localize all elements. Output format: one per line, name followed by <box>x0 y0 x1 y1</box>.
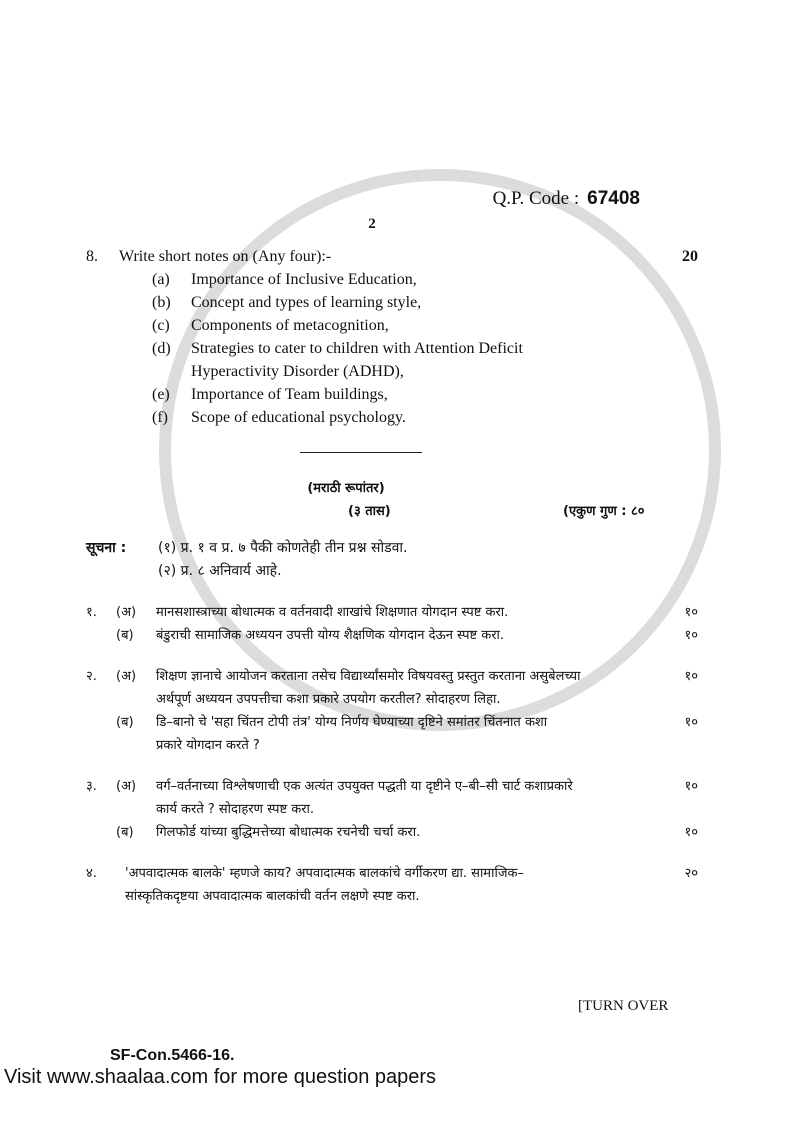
q8-header <box>86 245 698 268</box>
question-number <box>86 798 116 821</box>
question-text: गिलफोर्ड यांच्या बुद्धिमत्तेच्या बोधात्मक रचनेची चर्चा करा. <box>156 825 421 840</box>
duration: (३ तास) <box>348 504 391 519</box>
qp-code-label: Q.P. Code : <box>492 188 580 209</box>
question-line <box>86 821 698 844</box>
spacer <box>86 268 152 291</box>
question-block <box>86 862 698 908</box>
question-number <box>86 885 125 908</box>
spacer <box>86 314 152 337</box>
question-number <box>86 734 116 757</box>
page-number: 2 <box>368 216 376 232</box>
part-label: (अ) <box>116 605 137 620</box>
spacer <box>86 383 152 406</box>
instruction-2: (२) प्र. ८ अनिवार्य आहे. <box>158 563 282 579</box>
spacer <box>658 314 698 337</box>
paper-code: SF-Con.5466-16. <box>110 1047 235 1064</box>
q8-item-text: Importance of Team buildings, <box>191 386 388 403</box>
q8-item-text: Hyperactivity Disorder (ADHD), <box>191 363 404 380</box>
q8-item-text: Scope of educational psychology. <box>191 409 406 426</box>
part-label: (अ) <box>116 779 137 794</box>
q8-item <box>86 383 698 406</box>
q8-item <box>86 360 698 383</box>
spacer <box>658 291 698 314</box>
question-line <box>86 798 698 821</box>
spacer <box>86 360 152 383</box>
q8-items <box>86 268 698 429</box>
q8-item-text: Strategies to cater to children with Attention Deficit <box>191 340 523 357</box>
question-marks <box>662 688 698 711</box>
question-number <box>86 688 116 711</box>
page-content <box>86 187 698 908</box>
turn-over: [TURN OVER <box>578 998 669 1014</box>
total-marks: (एकुण गुण : ८० <box>563 504 645 519</box>
question-line <box>86 601 698 624</box>
question-number <box>86 624 116 647</box>
question-marks: १० <box>684 779 698 794</box>
question-marks: १० <box>684 825 698 840</box>
q8-item-label: (d) <box>152 340 171 357</box>
question-text: वर्ग–वर्तनाच्या विश्लेषणाची एक अत्यंत उपयुक्त पद्धती या दृष्टीने ए–बी–सी चार्ट कशाप्रकारे <box>156 779 573 794</box>
marathi-questions <box>86 601 698 908</box>
qp-code-row <box>86 187 698 213</box>
q8-item-label: (f) <box>152 409 168 426</box>
question-text: कार्य करते ? सोदाहरण स्पष्ट करा. <box>156 802 315 817</box>
spacer <box>658 268 698 291</box>
q8-item <box>86 314 698 337</box>
question-marks: १० <box>684 715 698 730</box>
part-label <box>116 688 156 711</box>
question-marks: १० <box>684 669 698 684</box>
question-line <box>86 665 698 688</box>
q8-number: 8. <box>86 248 98 265</box>
spacer <box>86 337 152 360</box>
question-marks: १० <box>684 628 698 643</box>
q8-item-label: (a) <box>152 271 170 288</box>
part-label <box>116 734 156 757</box>
question-line <box>86 624 698 647</box>
q8-item-label: (e) <box>152 386 170 403</box>
question-text: डि–बानो चे 'सहा चिंतन टोपी तंत्र' योग्य निर्णय घेण्याच्या दृष्टिने समांतर चिंतनात कशा <box>156 715 548 730</box>
question-text: प्रकारे योगदान करते ? <box>156 738 260 753</box>
part-label: (ब) <box>116 825 134 840</box>
q8-item-label <box>152 360 191 383</box>
question-block <box>86 775 698 844</box>
question-text: शिक्षण ज्ञानाचे आयोजन करताना तसेच विद्यार्थ्यांसमोर विषयवस्तु प्रस्तुत करताना असुबेलच्या <box>156 669 581 684</box>
question-line <box>86 688 698 711</box>
duration-row <box>86 500 698 523</box>
part-label: (अ) <box>116 669 137 684</box>
question-line <box>86 862 698 885</box>
q8-marks: 20 <box>682 248 698 265</box>
spacer <box>658 406 698 429</box>
question-text: सांस्कृतिकदृष्टया अपवादात्मक बालकांची वर्तन लक्षणे स्पष्ट करा. <box>125 889 420 904</box>
question-number: १. <box>86 605 97 620</box>
q8-item <box>86 406 698 429</box>
question-text: 'अपवादात्मक बालके' म्हणजे काय? अपवादात्मक बालकांचे वर्गीकरण द्या. सामाजिक– <box>125 866 524 881</box>
question-marks: २० <box>684 866 698 881</box>
question-marks: १० <box>684 605 698 620</box>
divider-wrap <box>86 429 698 477</box>
q8-title: Write short notes on (Any four):- <box>119 248 332 265</box>
part-label: (ब) <box>116 628 134 643</box>
question-text: बंडुराची सामाजिक अध्ययन उपत्ती योग्य शैक्षणिक योगदान देऊन स्पष्ट करा. <box>156 628 505 643</box>
q8-item <box>86 291 698 314</box>
part-label: (ब) <box>116 715 134 730</box>
q8-item-text: Concept and types of learning style, <box>191 294 422 311</box>
spacer <box>86 291 152 314</box>
divider <box>300 452 422 453</box>
question-block <box>86 665 698 757</box>
question-line <box>86 885 698 908</box>
marathi-heading: (मराठी रूपांतर) <box>307 481 385 496</box>
question-number: ४. <box>86 866 97 881</box>
instruction-1: (१) प्र. १ व प्र. ७ पैकी कोणतेही तीन प्रश्न सोडवा. <box>158 540 408 556</box>
question-line <box>86 711 698 734</box>
instructions <box>86 537 698 583</box>
question-marks <box>662 798 698 821</box>
question-marks <box>662 734 698 757</box>
question-number: ३. <box>86 779 97 794</box>
q8-item-label: (b) <box>152 294 171 311</box>
part-label <box>116 798 156 821</box>
spacer <box>658 383 698 406</box>
q8-item-label: (c) <box>152 317 170 334</box>
question-line <box>86 775 698 798</box>
qp-code: 67408 <box>587 188 640 209</box>
question-number <box>86 821 116 844</box>
q8-item <box>86 337 698 360</box>
question-number <box>86 711 116 734</box>
question-number: २. <box>86 669 97 684</box>
visit-link[interactable]: Visit www.shaalaa.com for more question papers <box>4 1066 437 1088</box>
question-text: अर्थपूर्ण अध्ययन उपपत्तीचा कशा प्रकारे उपयोग करतील? सोदाहरण लिहा. <box>156 692 501 707</box>
q8-item-text: Importance of Inclusive Education, <box>191 271 417 288</box>
question-text: मानसशास्त्राच्या बोधात्मक व वर्तनवादी शाखांचे शिक्षणात योगदान स्पष्ट करा. <box>156 605 509 620</box>
spacer <box>658 360 698 383</box>
q8-item <box>86 268 698 291</box>
q8-item-text: Components of metacognition, <box>191 317 389 334</box>
question-marks <box>662 885 698 908</box>
spacer <box>86 406 152 429</box>
spacer <box>658 337 698 360</box>
instructions-label: सूचना : <box>86 540 127 556</box>
question-line <box>86 734 698 757</box>
question-block <box>86 601 698 647</box>
